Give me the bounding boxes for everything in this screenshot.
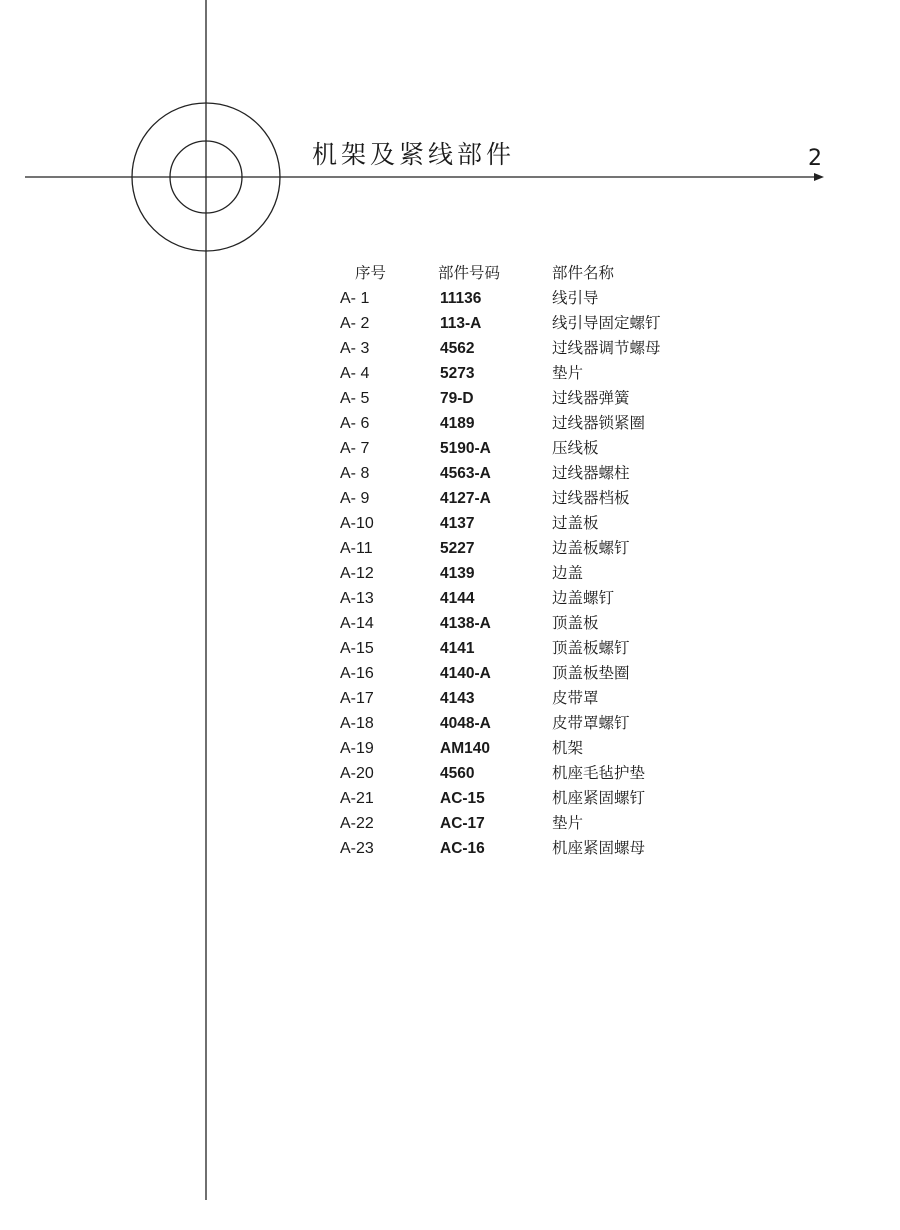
row-code: AC-17 [440,815,485,832]
row-name: 线引导 [552,289,599,307]
row-seq: A-21 [340,790,374,807]
row-seq: A- 8 [340,465,370,482]
row-name: 过线器调节螺母 [552,339,661,357]
row-code: 5227 [440,540,475,557]
table-row [340,486,740,511]
table-row [340,411,740,436]
row-name: 过盖板 [552,514,599,532]
row-seq: A- 9 [340,490,370,507]
row-seq: A-14 [340,615,374,632]
table-row [340,686,740,711]
table-row [340,461,740,486]
row-code: 11136 [440,290,482,307]
row-seq: A-17 [340,690,374,707]
table-row [340,286,740,311]
row-name: 线引导固定螺钉 [552,314,661,332]
page-number: 2 [808,146,822,171]
row-name: 压线板 [552,439,599,457]
row-seq: A- 3 [340,340,370,357]
row-seq: A-19 [340,740,374,757]
row-seq: A- 2 [340,315,370,332]
table-row [340,611,740,636]
row-code: 4563-A [440,465,491,482]
row-code: 4048-A [440,715,491,732]
table-row [340,586,740,611]
parts-table [340,261,740,861]
row-seq: A-20 [340,765,374,782]
row-seq: A- 7 [340,440,370,457]
row-name: 垫片 [552,364,584,382]
row-name: 垫片 [552,814,584,832]
row-seq: A- 4 [340,365,370,382]
table-row [340,436,740,461]
row-code: AM140 [440,740,490,757]
row-code: 4141 [440,640,475,657]
table-row [340,811,740,836]
table-row [340,636,740,661]
table-row [340,386,740,411]
row-code: 5190-A [440,440,491,457]
row-code: 79-D [440,390,474,407]
table-row [340,311,740,336]
row-code: AC-15 [440,790,485,807]
row-name: 机座毛毡护垫 [552,764,646,782]
table-row [340,511,740,536]
row-seq: A- 6 [340,415,370,432]
row-code: 4144 [440,590,475,607]
row-code: 4127-A [440,490,491,507]
header-name: 部件名称 [552,264,615,282]
row-name: 机架 [552,739,584,757]
page-title: 机架及紧线部件 [312,140,516,169]
row-name: 机座紧固螺母 [552,839,646,857]
header-code: 部件号码 [438,264,501,282]
row-code: 4143 [440,690,475,707]
row-name: 顶盖板 [552,614,599,632]
row-name: 过线器弹簧 [552,389,630,407]
row-code: 4137 [440,515,475,532]
row-name: 顶盖板垫圈 [552,664,630,682]
table-row [340,561,740,586]
row-seq: A-15 [340,640,374,657]
row-seq: A-22 [340,815,374,832]
row-name: 边盖螺钉 [552,589,615,607]
row-name: 边盖板螺钉 [552,539,630,557]
table-row [340,661,740,686]
row-seq: A- 5 [340,390,370,407]
row-code: 4562 [440,340,475,357]
row-code: 5273 [440,365,475,382]
table-row [340,361,740,386]
row-code: 4140-A [440,665,491,682]
header-seq: 序号 [355,264,387,282]
row-name: 顶盖板螺钉 [552,639,630,657]
row-seq: A- 1 [340,290,370,307]
row-code: 113-A [440,315,482,332]
table-row [340,536,740,561]
row-name: 过线器锁紧圈 [552,414,646,432]
row-seq: A-23 [340,840,374,857]
table-row [340,736,740,761]
table-header [340,261,740,286]
row-seq: A-18 [340,715,374,732]
row-name: 皮带罩螺钉 [552,714,630,732]
row-code: 4138-A [440,615,491,632]
table-row [340,711,740,736]
row-code: 4560 [440,765,475,782]
row-seq: A-12 [340,565,374,582]
table-row [340,836,740,861]
row-seq: A-16 [340,665,374,682]
row-seq: A-10 [340,515,374,532]
table-row [340,786,740,811]
arrow-right-icon [814,173,824,181]
row-code: AC-16 [440,840,485,857]
row-name: 机座紧固螺钉 [552,789,646,807]
row-name: 过线器档板 [552,489,630,507]
row-seq: A-11 [340,540,373,557]
table-row [340,336,740,361]
row-code: 4139 [440,565,475,582]
row-seq: A-13 [340,590,374,607]
table-body [340,286,740,861]
row-name: 过线器螺柱 [552,464,630,482]
row-name: 边盖 [552,564,584,582]
table-row [340,761,740,786]
row-name: 皮带罩 [552,689,599,707]
row-code: 4189 [440,415,475,432]
